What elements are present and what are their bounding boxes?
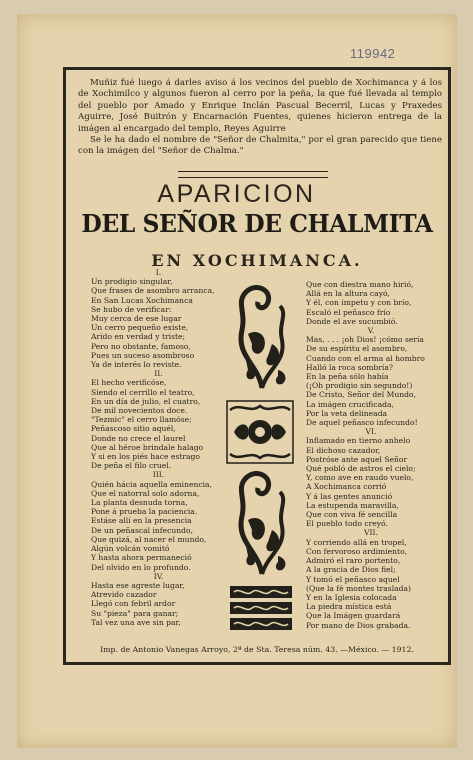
title-line-1: APARICION (157, 180, 316, 208)
verse-line: Que el natorral solo adorna, (91, 488, 200, 498)
intro-paragraph-2: Se le ha dado el nombre de "Señor de Chalmita," por el gran parecido que tiene con la imágen del "Señor de Chalma." (78, 135, 442, 157)
verse-line: Donde el ave sucumbió. (306, 316, 398, 326)
verse-line: El hecho verificóse, (91, 378, 167, 388)
verse-line: A Xochimanca corrió (306, 482, 387, 492)
intro-text (78, 78, 442, 158)
stanza-number: I. (155, 268, 162, 277)
verse-line: Un cerro pequeño existe, (91, 323, 189, 333)
verse-line: Su "pieza" para ganar; (91, 608, 179, 618)
verse-line: Escaló el peñasco frío (306, 307, 391, 317)
verse-line: De un peñascal infecundo, (91, 525, 193, 535)
verse-line: La estupenda maravilla, (306, 500, 399, 510)
verse-line: Muy cerca de ese lugar (91, 314, 182, 324)
verse-line: Allá en la altura cayó, (306, 289, 390, 299)
intro-paragraph-1: Muñiz fué luego á darles aviso á los vecinos del pueblo de Xochimanca y á los de Xochimilco y algunos fueron al cerro por la peña, la que fué llevada al templo del pueblo por Amado y Enrique Inclán Pascual Becerril, Lucas y Praxedes Aguirre, José Buitrón y Encarnación Fuentes, quienes hicieron entrega de la imágen al encargado del templo, Reyes Aguirre (78, 78, 442, 134)
verse-line: En San Lucas Xochimanca (91, 295, 193, 305)
stanza-number: II. (154, 369, 163, 379)
verse-line: De su espíritu el asombro, (306, 344, 408, 354)
verse-line: De Cristo, Señor del Mundo, (306, 390, 417, 400)
verse-line: Mas, . . . ¡oh Dios! ¡cómo sería (306, 335, 424, 345)
verse-line: En la peña sólo había (306, 372, 389, 382)
verse-line: La piedra mística está (306, 602, 392, 612)
verse-line: Postróse ante aquel Señor (306, 454, 408, 464)
verse-line: Inflamado en tierno anhelo (306, 436, 411, 446)
verse-line: Y hasta ahora permaneció (91, 553, 192, 563)
verse-line: Y á las gentes anunció (306, 491, 393, 501)
verse-line: Peñascoso sitio aquél, (91, 424, 176, 434)
verse-line: Cuando con el arma al hombro (306, 353, 425, 363)
verse-line: Ya de interés lo reviste. (91, 360, 182, 370)
verse-line: Estáse allí en la presencia (91, 516, 192, 526)
verse-line: Que frases de asombro arranca, (91, 286, 215, 296)
verse-line: Pone á prueba la paciencia. (91, 507, 198, 517)
verse-line: A la gracia de Dios fiel; (306, 565, 396, 575)
poem-right-column (306, 280, 436, 630)
verse-line: La imágen crucificada, (306, 399, 394, 409)
stanza-number: VI. (365, 427, 377, 437)
verse-line: Del olvido en lo profundo. (91, 562, 191, 572)
verse-line: Y él, con ímpetu y con brío, (306, 298, 412, 308)
verse-line: Se hubo de verificar: (91, 304, 172, 314)
verse-line: (¡Oh prodigio sin segundo!) (306, 381, 413, 391)
verse-line: El pueblo todo creyó. (306, 519, 388, 529)
verse-line: La planta desnuda torna, (91, 498, 188, 508)
verse-line: Donde no crece el laurel (91, 433, 186, 443)
scroll-band-ornament (228, 584, 294, 634)
verse-line: De peña el filo cruel. (91, 461, 172, 471)
catalog-number: 119942 (350, 46, 396, 61)
title-line-2: DEL SEÑOR DE CHALMITA (81, 209, 433, 238)
verse-line: Siendo el cerrillo el teatro, (91, 387, 195, 397)
stanza-number: V. (367, 326, 375, 336)
printer-imprint: Imp. de Antonio Vanegas Arroyo, 2ª de Sta. Teresa núm. 43. —México. — 1912. (100, 645, 414, 654)
verse-line: Y tomó el peñasco aquel (306, 574, 400, 584)
verse-line: Por mano de Dios grabada. (306, 620, 411, 630)
title-line-3: EN XOCHIMANCA. (151, 251, 363, 270)
verse-line: Quién hácia aquella eminencia, (91, 479, 212, 489)
verse-line: Por la veta delineada (306, 408, 388, 418)
decorative-rule (178, 171, 328, 178)
verse-line: Y si en los piés hace estrago (91, 452, 200, 462)
verse-line: Pero no obstante, famoso, (91, 341, 191, 351)
verse-line: Admiró el raro portento, (306, 556, 401, 566)
poem-left-column (91, 268, 226, 627)
verse-line: Que con viva fé sencilla (306, 510, 398, 520)
verse-line: Hasta ese agreste lugar, (91, 580, 185, 590)
verse-line: Y corriendo allá en tropel, (306, 537, 407, 547)
verse-line: Qué pobló de astros el cielo; (306, 464, 416, 474)
acanthus-ornament-top (228, 284, 294, 394)
verse-line: Atrevido cazador (91, 590, 157, 600)
verse-line: De aquel peñasco infecundo! (306, 418, 418, 428)
verse-line: Halló la roca sombría? (306, 362, 393, 372)
verse-line: Que al héroe brindale halago (91, 442, 204, 452)
verse-line: De mil novecientos doce. (91, 406, 188, 416)
stanza-number: III. (152, 470, 165, 480)
verse-line: (Que la fé montes traslada) (306, 583, 412, 593)
verse-line: Pues un suceso asombroso (91, 350, 195, 360)
verse-line: Que con diestra mano hirió, (306, 280, 414, 289)
acanthus-ornament-bottom (228, 470, 294, 580)
verse-line: En un día de julio, el cuatro, (91, 396, 201, 406)
verse-line: Arido en verdad y triste; (91, 332, 186, 342)
floral-block-ornament (226, 400, 294, 464)
verse-line: Que la Imágen guardará (306, 611, 401, 621)
verse-line: Un prodigio singular, (91, 277, 173, 287)
stanza-number: VII. (364, 528, 378, 538)
stanza-number: IV. (153, 571, 164, 581)
verse-line: Que quizá, al nacer el mundo, (91, 534, 207, 544)
verse-line: Y en la Iglesia colocada (306, 592, 397, 602)
verse-line: Tal vez una ave sin par, (91, 617, 181, 627)
verse-line: Algún volcán vomitó (91, 544, 170, 554)
verse-line: Llegó con febril ardor (91, 599, 176, 609)
verse-line: El dichoso cazador, (306, 445, 381, 455)
verse-line: Y, como ave en raudo vuelo, (306, 473, 414, 483)
verse-line: "Tezmic" el cerro llamóse; (91, 415, 192, 425)
verse-line: Con fervoroso ardimiento, (306, 546, 408, 556)
